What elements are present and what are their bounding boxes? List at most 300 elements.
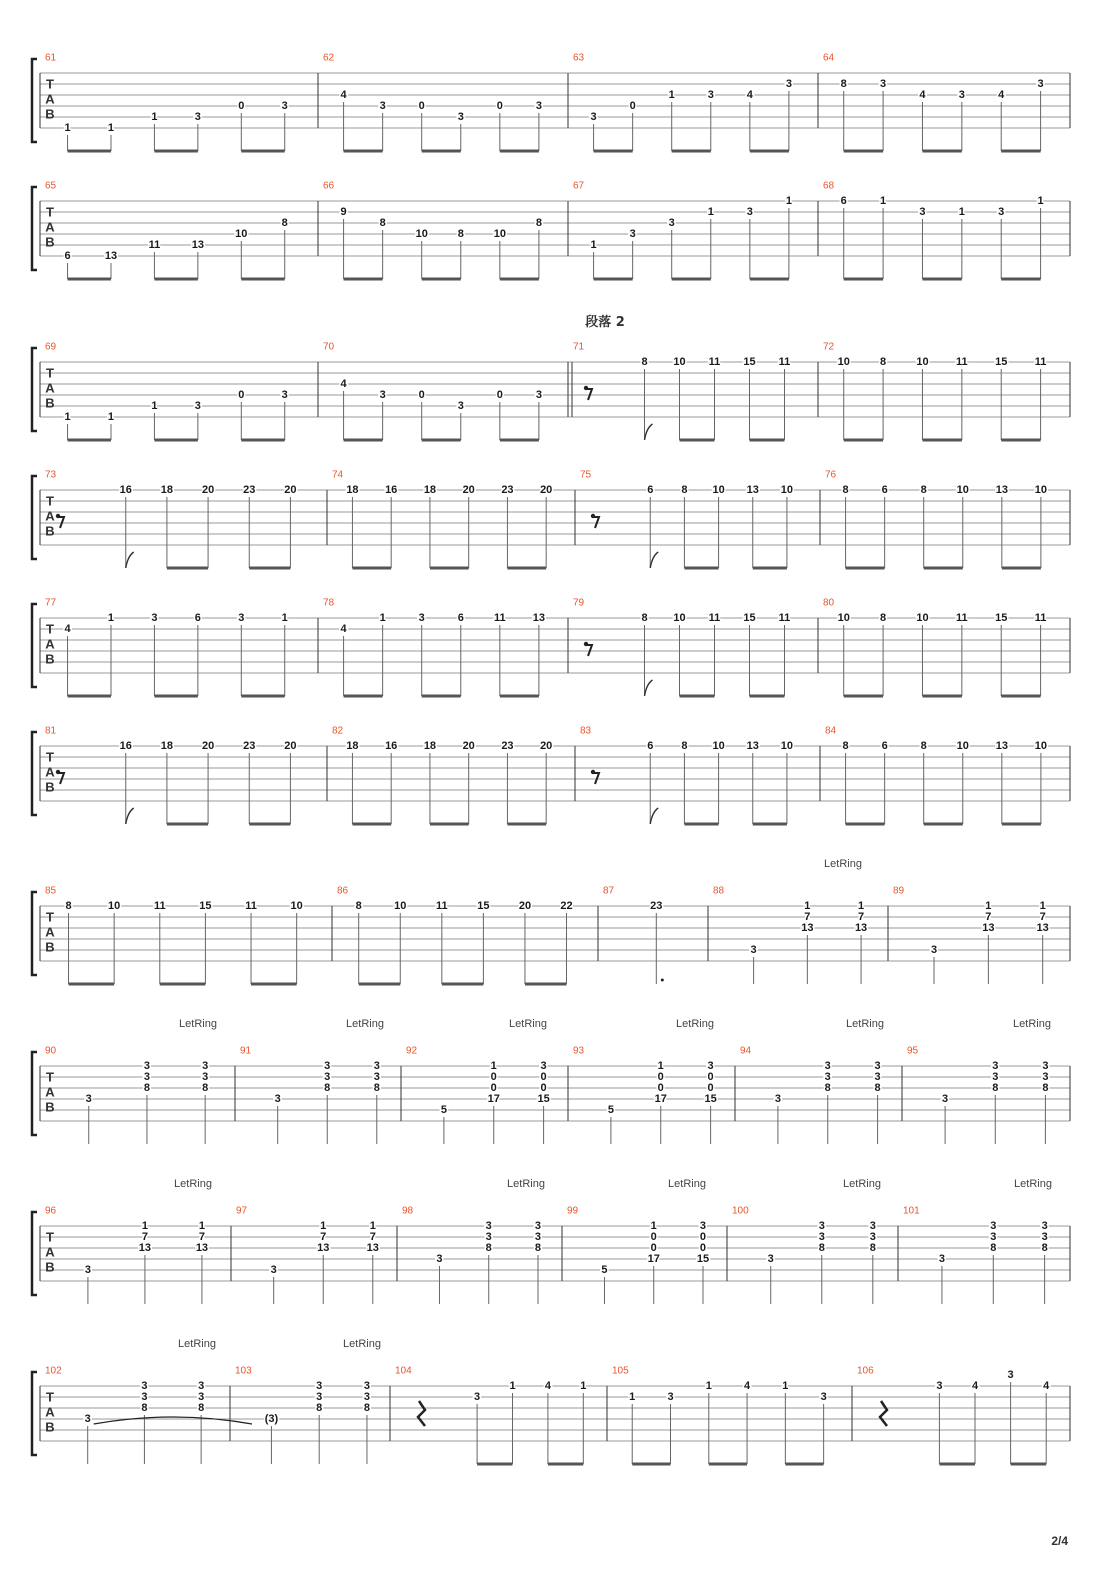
fret-number: 1	[509, 1380, 516, 1392]
fret-number: 3	[270, 1264, 277, 1276]
fret-number: 3	[767, 1253, 774, 1265]
fret-number: 3	[938, 1253, 946, 1265]
fret-number: 23	[650, 900, 663, 912]
measure-number: 87	[603, 885, 615, 897]
fret-number: 13	[366, 1242, 379, 1254]
fret-number: 3	[667, 1391, 674, 1403]
fret-number: 4	[544, 1380, 551, 1392]
measure-number: 85	[45, 885, 57, 897]
fret-number: 18	[160, 484, 174, 496]
fret-number: 3	[750, 944, 757, 956]
fret-number: 3	[824, 1060, 831, 1072]
measure-number: 89	[893, 885, 905, 897]
tab-clef-letter: T	[46, 76, 54, 92]
measure-number: 62	[323, 52, 335, 64]
fret-number: 13	[982, 922, 995, 934]
fret-number: 5	[601, 1264, 608, 1276]
tab-clef-letter: T	[46, 621, 54, 637]
system-bracket	[32, 604, 37, 687]
fret-number: 18	[160, 740, 174, 752]
fret-number: 3	[818, 1220, 825, 1232]
fret-number: 3	[990, 1231, 997, 1243]
let-ring-marking: LetRing	[1013, 1018, 1051, 1030]
fret-number: 6	[647, 740, 654, 752]
fret-number: 0	[629, 100, 636, 112]
fret-number: 8	[535, 217, 542, 229]
tab-clef-letter: T	[46, 493, 54, 509]
fret-number: 20	[201, 484, 215, 496]
fret-number: 7	[1039, 911, 1046, 923]
tab-clef-letter: B	[45, 1419, 55, 1435]
fret-number: 16	[385, 740, 398, 752]
fret-number: 3	[869, 1231, 876, 1243]
fret-number: 4	[340, 623, 347, 635]
measure-number: 82	[332, 725, 344, 737]
fret-number: 0	[490, 1082, 497, 1094]
tab-clef-letter: T	[46, 365, 54, 381]
tab-clef-letter: T	[46, 1389, 54, 1405]
measure-number: 92	[406, 1045, 418, 1057]
measure-number: 66	[323, 180, 335, 192]
fret-number: 3	[869, 1220, 876, 1232]
tab-clef-letter: B	[45, 523, 55, 539]
fret-number: 13	[746, 740, 759, 752]
fret-number: 13	[801, 922, 814, 934]
fret-number: 3	[474, 1391, 481, 1403]
let-ring-marking: LetRing	[824, 858, 862, 870]
fret-number: 3	[373, 1071, 380, 1083]
fret-number: 3	[202, 1060, 209, 1072]
fret-number: 10	[673, 356, 686, 368]
fret-number: 3	[958, 89, 965, 101]
measure-number: 86	[337, 885, 349, 897]
fret-number: 8	[316, 1402, 323, 1414]
fret-number: 1	[858, 900, 865, 912]
fret-number: 1	[880, 195, 887, 207]
system-bracket	[32, 348, 37, 431]
fret-number: 7	[198, 1231, 206, 1243]
fret-number: 4	[744, 1380, 751, 1392]
fret-number: 10	[1034, 740, 1048, 752]
fret-number: 9	[340, 206, 347, 218]
let-ring-marking: LetRing	[343, 1338, 381, 1350]
measure-number: 103	[235, 1365, 252, 1377]
tab-clef-letter: B	[45, 651, 55, 667]
fret-number: 6	[881, 740, 888, 752]
fret-number: 11	[1034, 612, 1047, 624]
fret-number: 0	[650, 1242, 657, 1254]
measure-number: 68	[823, 180, 835, 192]
fret-number: 13	[104, 250, 118, 262]
measure-number: 106	[857, 1365, 874, 1377]
system-bracket	[32, 476, 37, 559]
measure-number: 91	[240, 1045, 252, 1057]
fret-number: 6	[64, 250, 71, 262]
fret-number: 10	[712, 484, 725, 496]
fret-number: 0	[238, 389, 245, 401]
measure-number: 95	[907, 1045, 919, 1057]
let-ring-marking: LetRing	[509, 1018, 547, 1030]
system-bracket	[32, 1372, 37, 1455]
system-bracket	[32, 59, 37, 142]
fret-number: 3	[198, 1391, 205, 1403]
fret-number: 3	[930, 944, 938, 956]
fret-number: 8	[641, 356, 648, 368]
tab-clef-letter: B	[45, 939, 55, 955]
fret-number: 16	[119, 740, 132, 752]
fret-number: 3	[880, 78, 887, 90]
fret-number: 7	[858, 911, 865, 923]
fret-number: 1	[705, 1380, 712, 1392]
fret-number: 8	[874, 1082, 881, 1094]
fret-number: 10	[916, 612, 929, 624]
fret-number: 22	[560, 900, 573, 912]
fret-number: 8	[1041, 1242, 1048, 1254]
note-flag	[645, 424, 653, 440]
fret-number: 8	[373, 1082, 380, 1094]
fret-number: 8	[202, 1082, 209, 1094]
measure-number: 83	[580, 725, 592, 737]
fret-number: 8	[641, 612, 648, 624]
fret-number: 0	[540, 1071, 547, 1083]
fret-number: 6	[457, 612, 464, 624]
tab-clef-letter: A	[45, 1404, 55, 1420]
fret-number: 3	[194, 111, 201, 123]
note-flag	[650, 808, 658, 824]
fret-number: 1	[151, 111, 158, 123]
note-flag	[126, 552, 134, 568]
fret-number: 3	[818, 1231, 825, 1243]
fret-number: 3	[363, 1380, 371, 1392]
fret-number: 11	[708, 356, 721, 368]
fret-number: 3	[699, 1220, 707, 1232]
measure-number: 70	[323, 341, 335, 353]
fret-number: 1	[151, 400, 158, 412]
fret-number: 20	[518, 900, 532, 912]
fret-number: 3	[707, 89, 714, 101]
fret-number: 3	[324, 1060, 331, 1072]
fret-number: 3	[141, 1380, 148, 1392]
fret-number: 1	[590, 239, 597, 251]
fret-number: 3	[540, 1060, 547, 1072]
fret-number: 3	[202, 1071, 209, 1083]
fret-number: 6	[194, 612, 201, 624]
measure-number: 81	[45, 725, 57, 737]
fret-number: 10	[837, 612, 850, 624]
fret-number: 8	[869, 1242, 876, 1254]
measure-number: 100	[732, 1205, 749, 1217]
measure-number: 63	[573, 52, 585, 64]
eighth-rest	[584, 386, 588, 390]
fret-number: 1	[369, 1220, 376, 1232]
let-ring-marking: LetRing	[668, 1178, 706, 1190]
fret-number: 10	[712, 740, 725, 752]
fret-number: 6	[840, 195, 847, 207]
fret-number: 8	[65, 900, 72, 912]
fret-number: 13	[191, 239, 204, 251]
fret-number: 8	[485, 1242, 492, 1254]
measure-number: 102	[45, 1365, 62, 1377]
fret-number: 23	[501, 740, 514, 752]
fret-number: 17	[654, 1093, 667, 1105]
fret-number: 3	[436, 1253, 443, 1265]
fret-number: 4	[340, 378, 347, 390]
let-ring-marking: LetRing	[178, 1338, 216, 1350]
fret-number: 15	[995, 356, 1008, 368]
fret-number: 13	[532, 612, 546, 624]
note-flag	[645, 680, 653, 696]
fret-number: 8	[880, 356, 887, 368]
system-bracket	[32, 187, 37, 270]
fret-number: 3	[151, 612, 158, 624]
fret-number: 3	[85, 1093, 92, 1105]
fret-number: 8	[1042, 1082, 1049, 1094]
fret-number: 8	[681, 484, 688, 496]
fret-number: 3	[746, 206, 753, 218]
fret-number: 10	[290, 900, 303, 912]
fret-number: 3	[874, 1060, 881, 1072]
fret-number: 1	[107, 122, 115, 134]
system-bracket	[32, 732, 37, 815]
fret-number: 0	[490, 1071, 497, 1083]
tab-clef-letter: B	[45, 1259, 55, 1275]
fret-number: 1	[657, 1060, 664, 1072]
tab-clef-letter: T	[46, 749, 54, 765]
fret-number: 8	[681, 740, 688, 752]
fret-number: 8	[281, 217, 288, 229]
fret-number: 0	[699, 1242, 707, 1254]
fret-number: 13	[138, 1242, 152, 1254]
fret-number: 1	[198, 1220, 206, 1232]
fret-number: 11	[153, 900, 166, 912]
fret-number: 10	[235, 228, 248, 240]
fret-number: 3	[373, 1060, 380, 1072]
fret-number: 7	[804, 911, 811, 923]
tab-clef-letter: B	[45, 106, 55, 122]
measure-number: 96	[45, 1205, 57, 1217]
fret-number: 3	[919, 206, 926, 218]
measure-number: 67	[573, 180, 585, 192]
fret-number: 0	[238, 100, 245, 112]
fret-number: 1	[804, 900, 811, 912]
tab-clef-letter: B	[45, 395, 55, 411]
tab-clef-letter: A	[45, 636, 55, 652]
tab-clef-letter: A	[45, 764, 55, 780]
tab-clef-letter: A	[45, 380, 55, 396]
let-ring-marking: LetRing	[507, 1178, 545, 1190]
fret-number: 10	[780, 484, 794, 496]
fret-number: 18	[423, 484, 437, 496]
fret-number: 10	[673, 612, 686, 624]
fret-number: 11	[778, 612, 791, 624]
fret-number: 3	[84, 1264, 91, 1276]
fret-number: 3	[198, 1380, 205, 1392]
fret-number: 10	[780, 740, 794, 752]
fret-number: 3	[281, 100, 288, 112]
fret-number: 18	[346, 484, 359, 496]
fret-number: 18	[423, 740, 437, 752]
fret-number: 8	[992, 1082, 999, 1094]
fret-number: 18	[346, 740, 359, 752]
fret-number: 13	[317, 1242, 330, 1254]
fret-number: 3	[324, 1071, 331, 1083]
page-number: 2/4	[1051, 1534, 1068, 1548]
fret-number: 3	[457, 400, 464, 412]
dot	[661, 979, 664, 982]
fret-number: 1	[629, 1391, 636, 1403]
let-ring-marking: LetRing	[676, 1018, 714, 1030]
fret-number: 3	[316, 1380, 323, 1392]
eighth-rest	[56, 770, 60, 774]
measure-number: 80	[823, 597, 835, 609]
measure-number: 94	[740, 1045, 752, 1057]
fret-number: 8	[990, 1242, 997, 1254]
fret-number: 8	[818, 1242, 825, 1254]
measure-number: 69	[45, 341, 57, 353]
fret-number: 3	[316, 1391, 323, 1403]
fret-number: 8	[198, 1402, 205, 1414]
let-ring-marking: LetRing	[1014, 1178, 1052, 1190]
measure-number: 74	[332, 469, 344, 481]
system-bracket	[32, 892, 37, 975]
fret-number: 3	[141, 1391, 148, 1403]
fret-number: 3	[824, 1071, 831, 1083]
fret-number: 1	[668, 89, 675, 101]
fret-number: 4	[1043, 1380, 1050, 1392]
fret-number: 20	[540, 740, 553, 752]
let-ring-marking: LetRing	[174, 1178, 212, 1190]
fret-number: 4	[998, 89, 1005, 101]
fret-number: 3	[785, 78, 792, 90]
fret-number: 7	[320, 1231, 327, 1243]
fret-number: 3	[1037, 78, 1044, 90]
let-ring-marking: LetRing	[846, 1018, 884, 1030]
fret-number: 17	[647, 1253, 660, 1265]
fret-number: 3	[534, 1231, 542, 1243]
fret-number: 0	[418, 100, 425, 112]
fret-number: 7	[369, 1231, 376, 1243]
fret-number: 4	[919, 89, 926, 101]
fret-number: 15	[743, 612, 756, 624]
fret-number: 3	[590, 111, 597, 123]
fret-number: 3	[418, 612, 425, 624]
tab-clef-letter: B	[45, 1099, 55, 1115]
section-label: 段落 2	[585, 315, 625, 330]
fret-number: 3	[379, 389, 386, 401]
tab-clef-letter: A	[45, 91, 55, 107]
measure-number: 88	[713, 885, 725, 897]
fret-number: 0	[540, 1082, 547, 1094]
fret-number: 11	[708, 612, 721, 624]
tab-clef-letter: A	[45, 1084, 55, 1100]
measure-number: 93	[573, 1045, 585, 1057]
fret-number: 1	[320, 1220, 327, 1232]
fret-number: 0	[496, 389, 503, 401]
fret-number: 23	[501, 484, 514, 496]
fret-number: 0	[650, 1231, 657, 1243]
fret-number: 3	[535, 100, 542, 112]
tab-clef-letter: A	[45, 219, 55, 235]
fret-number: 15	[696, 1253, 710, 1265]
fret-number: 0	[496, 100, 503, 112]
fret-number: 1	[958, 206, 965, 218]
eighth-rest	[591, 770, 595, 774]
fret-number: 1	[580, 1380, 587, 1392]
fret-number: (3)	[264, 1413, 279, 1425]
fret-number: 3	[485, 1220, 492, 1232]
measure-number: 61	[45, 52, 57, 64]
fret-number: 8	[141, 1402, 148, 1414]
measure-number: 78	[323, 597, 335, 609]
fret-number: 13	[854, 922, 868, 934]
eighth-rest	[584, 642, 588, 646]
fret-number: 8	[324, 1082, 331, 1094]
fret-number: 3	[998, 206, 1005, 218]
fret-number: 6	[881, 484, 888, 496]
fret-number: 20	[284, 484, 297, 496]
measure-number: 65	[45, 180, 57, 192]
fret-number: 3	[668, 217, 675, 229]
fret-number: 3	[363, 1391, 371, 1403]
note-flag	[126, 808, 134, 824]
fret-number: 23	[243, 484, 256, 496]
fret-number: 10	[916, 356, 929, 368]
fret-number: 1	[1039, 900, 1046, 912]
fret-number: 10	[1034, 484, 1048, 496]
system-bracket	[32, 1052, 37, 1135]
measure-number: 104	[395, 1365, 412, 1377]
fret-number: 1	[782, 1380, 789, 1392]
fret-number: 3	[992, 1071, 999, 1083]
fret-number: 3	[84, 1413, 91, 1425]
fret-number: 1	[785, 195, 792, 207]
fret-number: 8	[824, 1082, 831, 1094]
fret-number: 3	[281, 389, 288, 401]
fret-number: 1	[985, 900, 992, 912]
fret-number: 4	[64, 623, 71, 635]
fret-number: 10	[493, 228, 506, 240]
tab-clef-letter: A	[45, 924, 55, 940]
fret-number: 11	[1034, 356, 1047, 368]
fret-number: 1	[64, 122, 71, 134]
fret-number: 16	[119, 484, 132, 496]
fret-number: 1	[1037, 195, 1044, 207]
fret-number: 3	[942, 1093, 949, 1105]
fret-number: 8	[920, 484, 927, 496]
fret-number: 3	[707, 1060, 714, 1072]
fret-number: 5	[607, 1104, 614, 1116]
fret-number: 1	[490, 1060, 497, 1072]
fret-number: 11	[245, 900, 257, 912]
fret-number: 3	[1041, 1231, 1048, 1243]
fret-number: 13	[995, 484, 1008, 496]
measure-number: 76	[825, 469, 837, 481]
fret-number: 1	[707, 206, 714, 218]
fret-number: 15	[995, 612, 1008, 624]
measure-number: 84	[825, 725, 837, 737]
tab-clef-letter: T	[46, 909, 54, 925]
fret-number: 3	[534, 1220, 542, 1232]
fret-number: 8	[379, 217, 386, 229]
note-flag	[650, 552, 658, 568]
fret-number: 11	[778, 356, 791, 368]
fret-number: 20	[462, 484, 475, 496]
fret-number: 13	[746, 484, 759, 496]
fret-number: 0	[657, 1082, 664, 1094]
measure-number: 99	[567, 1205, 579, 1217]
fret-number: 10	[394, 900, 407, 912]
eighth-rest	[56, 514, 60, 518]
